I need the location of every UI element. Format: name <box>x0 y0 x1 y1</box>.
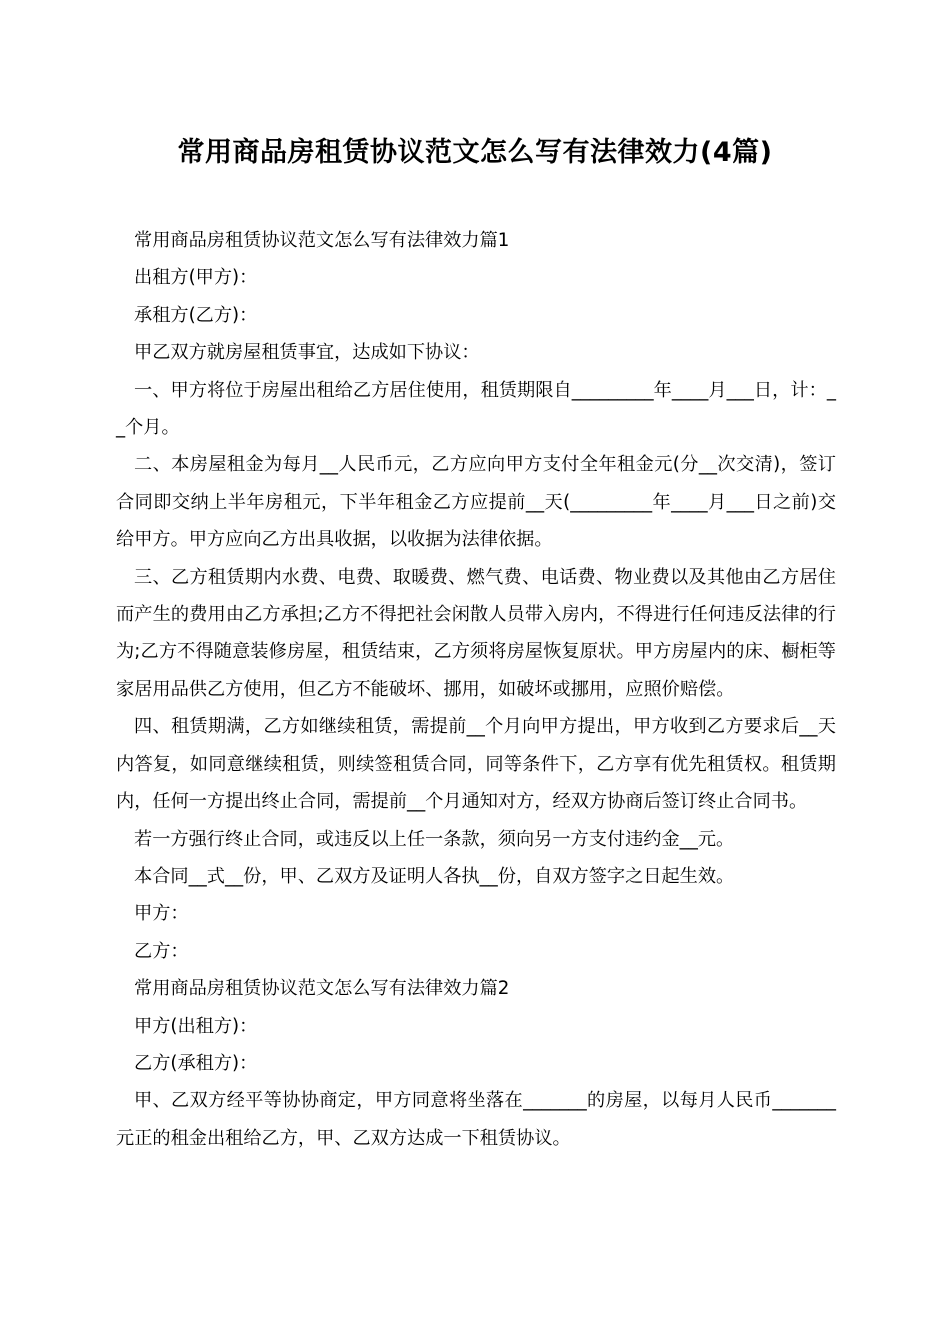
party-a-lessor-line: 甲方(出租方)： <box>134 1015 258 1037</box>
breach-clause: 若一方强行终止合同，或违反以上任一条款，须向另一方支付违约金__元。 <box>134 828 735 850</box>
agreement-paragraph: 甲、乙双方经平等协协商定，甲方同意将坐落在_______的房屋，以每月人民币_______元正的租金出租给乙方，甲、乙双方达成一下租赁协议。 <box>116 1090 836 1149</box>
lessor-line: 出租方(甲方)： <box>134 267 258 289</box>
lessee-line: 承租方(乙方)： <box>134 304 258 326</box>
heading-part-2: 常用商品房租赁协议范文怎么写有法律效力篇2 <box>134 978 510 1000</box>
heading-part-1: 常用商品房租赁协议范文怎么写有法律效力篇1 <box>134 230 510 251</box>
document-body <box>116 222 836 1157</box>
clause-1: 一、甲方将位于房屋出租给乙方居住使用，租赁期限自_________年____月___日，计：__个月。 <box>116 379 836 439</box>
party-a-signature: 甲方： <box>134 903 189 925</box>
party-b-signature: 乙方： <box>134 940 189 962</box>
copies-clause: 本合同__式__份，甲、乙双方及证明人各执__份，自双方签字之日起生效。 <box>134 865 735 887</box>
document-title: 常用商品房租赁协议范文怎么写有法律效力(4篇) <box>177 137 773 168</box>
agreement-intro: 甲乙双方就房屋租赁事宜，达成如下协议： <box>134 342 480 364</box>
clause-2: 二、本房屋租金为每月__人民币元，乙方应向甲方支付全年租金元(分__次交清)，签订合同即交纳上半年房租元，下半年租金乙方应提前__天(_________年____月___日之前)交给甲方。甲方应向乙方出具收据，以收据为法律依据。 <box>116 454 836 551</box>
party-b-lessee-line: 乙方(承租方)： <box>134 1052 258 1074</box>
clause-3: 三、乙方租赁期内水费、电费、取暖费、燃气费、电话费、物业费以及其他由乙方居住而产生的费用由乙方承担;乙方不得把社会闲散人员带入房内，不得进行任何违反法律的行为;乙方不得随意装修房屋，租赁结束，乙方须将房屋恢复原状。甲方房屋内的床、橱柜等家居用品供乙方使用，但乙方不能破坏、挪用，如破坏或挪用，应照价赔偿。 <box>116 566 836 700</box>
clause-4: 四、租赁期满，乙方如继续租赁，需提前__个月向甲方提出，甲方收到乙方要求后__天内答复，如同意继续租赁，则续签租赁合同，同等条件下，乙方享有优先租赁权。租赁期内，任何一方提出终止合同，需提前__个月通知对方，经双方协商后签订终止合同书。 <box>116 716 836 813</box>
